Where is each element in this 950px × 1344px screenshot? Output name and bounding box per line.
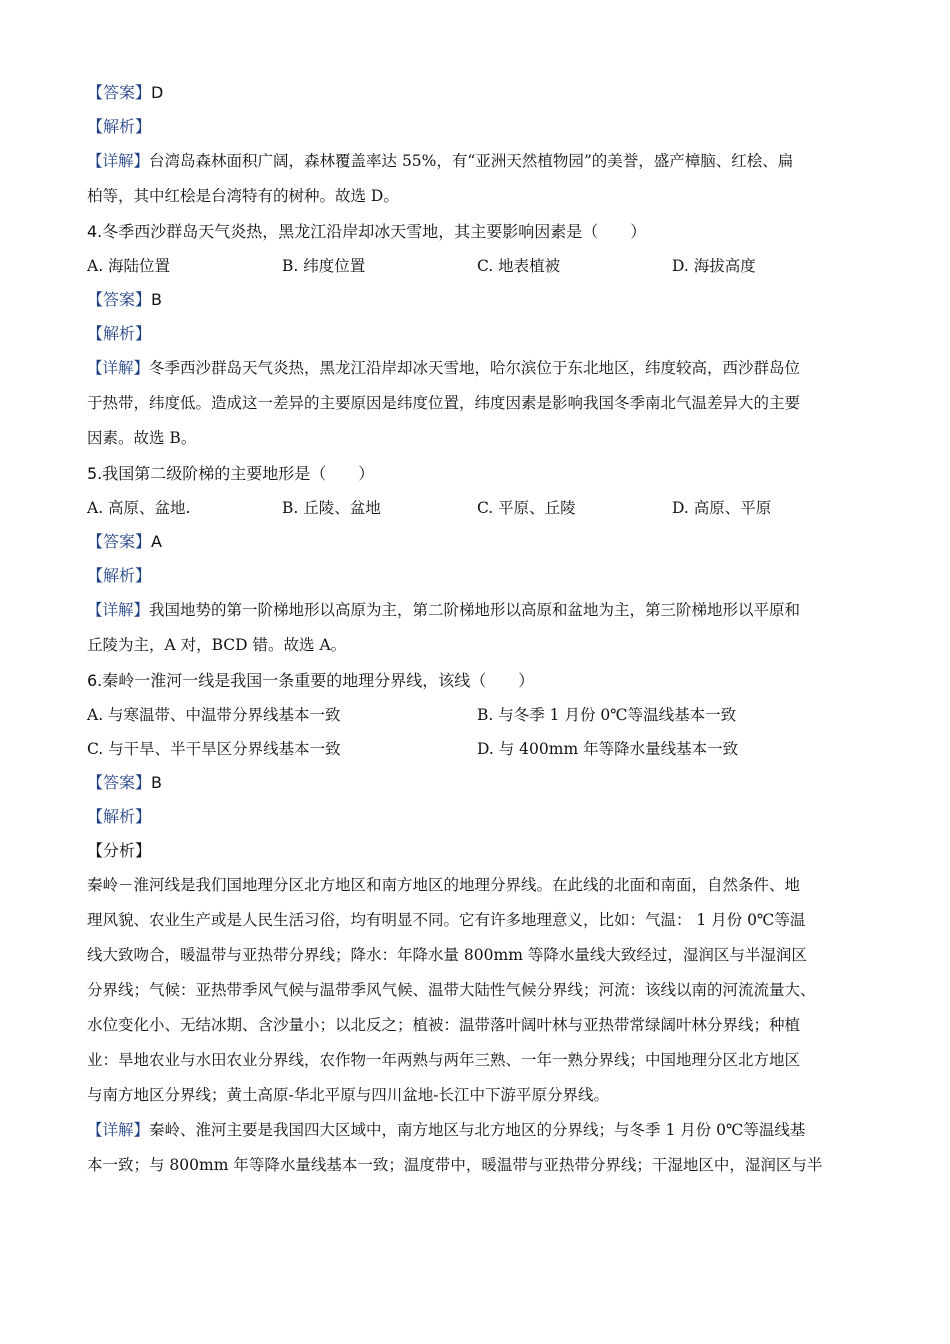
explain-tag: 【解析】 — [87, 324, 152, 343]
answer-tag: 【答案】 — [87, 532, 152, 551]
q4-answer-line — [87, 283, 867, 317]
q5-answer-value: A — [151, 532, 162, 551]
q6-answer-value: B — [151, 773, 162, 792]
q5-detail-text-1: 我国地势的第一阶梯地形以高原为主，第二阶梯地形以高原和盆地为主，第三阶梯地形以平原和 — [149, 601, 801, 619]
q5-detail-line-1 — [87, 593, 867, 628]
explain-tag: 【解析】 — [87, 566, 152, 585]
q4-option-c: C. 地表植被 — [477, 257, 561, 275]
q3-detail-line-2: 柏等，其中红桧是台湾特有的树种。故选 D。 — [87, 187, 399, 205]
q6-explain-line — [87, 800, 867, 834]
q6-analysis-line-4: 分界线；气候：亚热带季风气候与温带季风气候、温带大陆性气候分界线；河流：该线以南的河流流量大、 — [87, 981, 816, 999]
analysis-tag: 【分析】 — [87, 841, 152, 860]
q3-answer-value: D — [151, 83, 164, 102]
explain-tag: 【解析】 — [87, 807, 152, 826]
q4-option-b: B. 纬度位置 — [282, 257, 366, 275]
q6-analysis-line-3: 线大致吻合，暖温带与亚热带分界线；降水：年降水量 800mm 等降水量线大致经过，湿润区与半湿润区 — [87, 946, 807, 964]
q5-options — [87, 491, 867, 525]
q4-detail-line-3: 因素。故选 B。 — [87, 429, 197, 447]
q4-detail-text-1: 冬季西沙群岛天气炎热，黑龙江沿岸却冰天雪地，哈尔滨位于东北地区，纬度较高，西沙群岛位 — [149, 359, 801, 377]
q6-detail-line-1 — [87, 1113, 867, 1148]
q6-options-row-1 — [87, 698, 867, 732]
q5-option-d: D. 高原、平原 — [672, 499, 772, 517]
q3-explain-line — [87, 110, 867, 144]
q6-option-b: B. 与冬季 1 月份 0℃等温线基本一致 — [477, 706, 737, 724]
q6-options-row-2 — [87, 732, 867, 766]
q4-answer-value: B — [151, 290, 162, 309]
q6-answer-line — [87, 766, 867, 800]
q6-analysis-line-5: 水位变化小、无结冰期、含沙量小；以北反之；植被：温带落叶阔叶林与亚热带常绿阔叶林分界线；种植 — [87, 1016, 801, 1034]
q4-option-a: A. 海陆位置 — [87, 257, 171, 275]
q4-option-d: D. 海拔高度 — [672, 257, 756, 275]
q6-analysis-line-1: 秦岭－淮河线是我们国地理分区北方地区和南方地区的地理分界线。在此线的北面和南面，自然条件、地 — [87, 876, 801, 894]
q6-detail-text-1: 秦岭、淮河主要是我国四大区域中，南方地区与北方地区的分界线；与冬季 1 月份 0℃等温线基 — [149, 1121, 806, 1139]
detail-tag: 【详解】 — [87, 601, 150, 619]
q6-option-a: A. 与寒温带、中温带分界线基本一致 — [87, 706, 341, 724]
answer-tag: 【答案】 — [87, 290, 152, 309]
q5-answer-line — [87, 525, 867, 559]
q3-detail-text-1: 台湾岛森林面积广阔，森林覆盖率达 55%，有“亚洲天然植物园”的美誉，盛产樟脑、红桧、扁 — [149, 152, 794, 170]
q5-stem — [87, 456, 867, 491]
q4-options — [87, 249, 867, 283]
q6-detail-line-2: 本一致；与 800mm 年等降水量线基本一致；温度带中，暖温带与亚热带分界线；干湿地区中，湿润区与半 — [87, 1156, 823, 1174]
q5-number: 5. — [87, 464, 103, 483]
q6-option-c: C. 与干旱、半干旱区分界线基本一致 — [87, 740, 341, 758]
explain-tag: 【解析】 — [87, 117, 152, 136]
q4-detail-line-1 — [87, 351, 867, 386]
q4-stem — [87, 214, 867, 249]
q5-option-b: B. 丘陵、盆地 — [282, 499, 381, 517]
detail-tag: 【详解】 — [87, 1121, 150, 1139]
detail-tag: 【详解】 — [87, 359, 150, 377]
q3-detail-line-1 — [87, 144, 867, 179]
q6-number: 6. — [87, 671, 103, 690]
detail-tag: 【详解】 — [87, 152, 150, 170]
q4-stem-text: 冬季西沙群岛天气炎热，黑龙江沿岸却冰天雪地，其主要影响因素是（ ） — [102, 222, 647, 241]
q6-option-d: D. 与 400mm 年等降水量线基本一致 — [477, 740, 739, 758]
q3-answer-line — [87, 76, 867, 110]
q6-stem — [87, 663, 867, 698]
q4-detail-line-2: 于热带，纬度低。造成这一差异的主要原因是纬度位置，纬度因素是影响我国冬季南北气温差异大的主要 — [87, 394, 801, 412]
q4-explain-line — [87, 317, 867, 351]
q5-detail-line-2: 丘陵为主，A 对，BCD 错。故选 A。 — [87, 636, 347, 654]
q4-number: 4. — [87, 222, 103, 241]
q6-analysis-line-2: 理风貌、农业生产或是人民生活习俗，均有明显不同。它有许多地理意义，比如：气温： 1 月份 0℃等温 — [87, 911, 806, 929]
q5-explain-line — [87, 559, 867, 593]
q5-option-c: C. 平原、丘陵 — [477, 499, 576, 517]
q6-analysis-line-7: 与南方地区分界线；黄土高原-华北平原与四川盆地-长江中下游平原分界线。 — [87, 1086, 609, 1104]
q6-analysis-line — [87, 834, 867, 868]
q6-analysis-line-6: 业：旱地农业与水田农业分界线，农作物一年两熟与两年三熟、一年一熟分界线；中国地理分区北方地区 — [87, 1051, 801, 1069]
answer-tag: 【答案】 — [87, 83, 152, 102]
q6-stem-text: 秦岭一淮河一线是我国一条重要的地理分界线，该线（ ） — [102, 671, 535, 690]
document-page — [87, 76, 867, 1183]
answer-tag: 【答案】 — [87, 773, 152, 792]
q5-option-a: A. 高原、盆地. — [87, 499, 191, 517]
q5-stem-text: 我国第二级阶梯的主要地形是（ ） — [102, 464, 375, 483]
